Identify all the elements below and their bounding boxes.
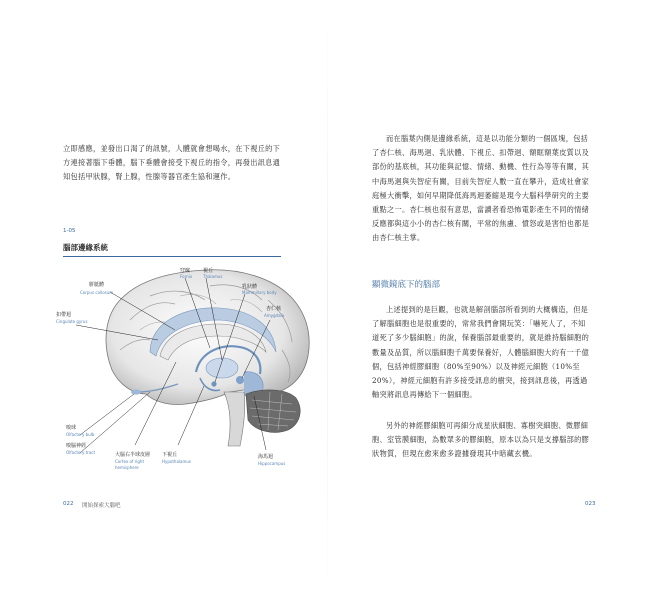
left-page-number: 022 [63,501,74,507]
label-bulb-zh: 嗅球 [66,425,77,431]
label-cingulate-gyrus [56,311,88,324]
figure-number: 1-05 [63,228,76,234]
running-head: 開始探索大腦吧 [82,503,121,509]
label-hippo-en: Hippocampus [258,461,286,466]
label-fornix-zh: 穹窿 [180,268,191,274]
olfactory-bulb-shape [131,389,141,394]
label-cortex-zh: 大腦右半球皮層 [115,452,151,458]
label-fornix-en: Fornix [180,274,193,279]
label-right-hemisphere-cortex [115,451,150,470]
right-paragraph-1: 而在腦葉內側是邊緣系統，這是以功能分類的一個區塊，包括了杏仁核、海馬迴、乳狀體、下視丘、扣帶迴、額眶額葉皮質以及部份的基底核，其功能與記憶、情緒、動機、性行為等等有關，其中海馬迴與失智症有關，目前失智症人數一直在攀升，造成社會家庭極大衝擊，如何早期降低海馬迴萎縮是現今大腦科學研究的主要重點之一。杏仁核也很有意思，當讀者看恐怖電影產生不同的情緒反應都與這小小的杏仁核有關，平常的焦慮、憤怒或是害怕也都是由杏仁核主掌。 [372,134,590,243]
right-page-number: 023 [585,501,596,507]
mammillary-body-shape [211,381,216,386]
label-cortex-en1: Cortex of right [115,459,145,464]
amygdala-shape [236,376,244,384]
label-tract-zh: 嗅腦神經 [66,443,87,449]
label-hypothalamus [162,451,191,464]
label-cingulate-en: Cingulate gyrus [56,319,88,324]
label-hypo-en: Hypothalamus [162,459,191,464]
left-body-text: 立即感應，並發出口渴了的訊號，人體就會想喝水，在下視丘的下方連接著腦下垂體，腦下垂體會接受下視丘的指令，再發出訊息通知包括甲狀腺，腎上腺，性腺等器官產生協和運作。 [63,144,281,182]
label-bulb-en: Olfactory bulb [66,432,95,437]
label-corpus-callosum [80,281,113,295]
label-mammillary-en: Mammillary body [242,290,277,295]
figure-title: 腦部邊緣系統 [63,243,108,252]
right-paragraph-2: 上述提到的是巨觀，也就是解剖腦部所看到的大概構造，但是了解腦細胞也是很重要的，常常我們會開玩笑：「嚇死人了，不知道死了多少腦細胞」的說，保養腦部最重要的，就是維持腦細胞的數量及品質，所以腦細胞千萬要保養好，人體腦細胞大約有一千億個，包括神經膠細胞（80%至90%）以及神經元細胞（10%至20%），神經元細胞有許多接受訊息的樹突，接到訊息後，再透過軸突將訊息再傳給下一個細胞。 [372,305,590,400]
label-corpus-zh: 胼胝體 [89,282,105,288]
cerebrum-outline [106,270,309,405]
label-cingulate-zh: 扣帶迴 [56,312,72,318]
label-hippo-zh: 海馬迴 [258,454,274,460]
brainstem-shape [224,392,245,446]
label-amygdala-en: Amygdala [264,313,285,318]
label-corpus-en: Corpus callosum [80,290,114,295]
label-thalamus-en: Thalamus [203,274,223,279]
label-hypo-zh: 下視丘 [162,452,178,458]
label-olfactory-tract [66,442,95,455]
label-mammillary-zh: 乳狀體 [242,284,258,290]
label-thalamus-zh: 視丘 [203,268,214,274]
label-olfactory-bulb [66,424,95,437]
label-hippocampus [258,453,285,466]
label-cortex-en2: hemisphere [115,465,139,470]
label-tract-en: Olfactory tract [66,450,96,455]
label-amygdala-zh: 杏仁核 [266,306,282,312]
right-paragraph-3: 另外的神經膠細胞可再細分成星狀細胞、寡樹突細胞、微膠細胞、室管膜細胞，為數眾多的膠細胞，原本以為只是支撐腦部的膠狀物質，但現在愈來愈多證據發現其中暗藏玄機。 [372,421,590,459]
section-heading: 顯微鏡底下的腦部 [372,280,441,290]
